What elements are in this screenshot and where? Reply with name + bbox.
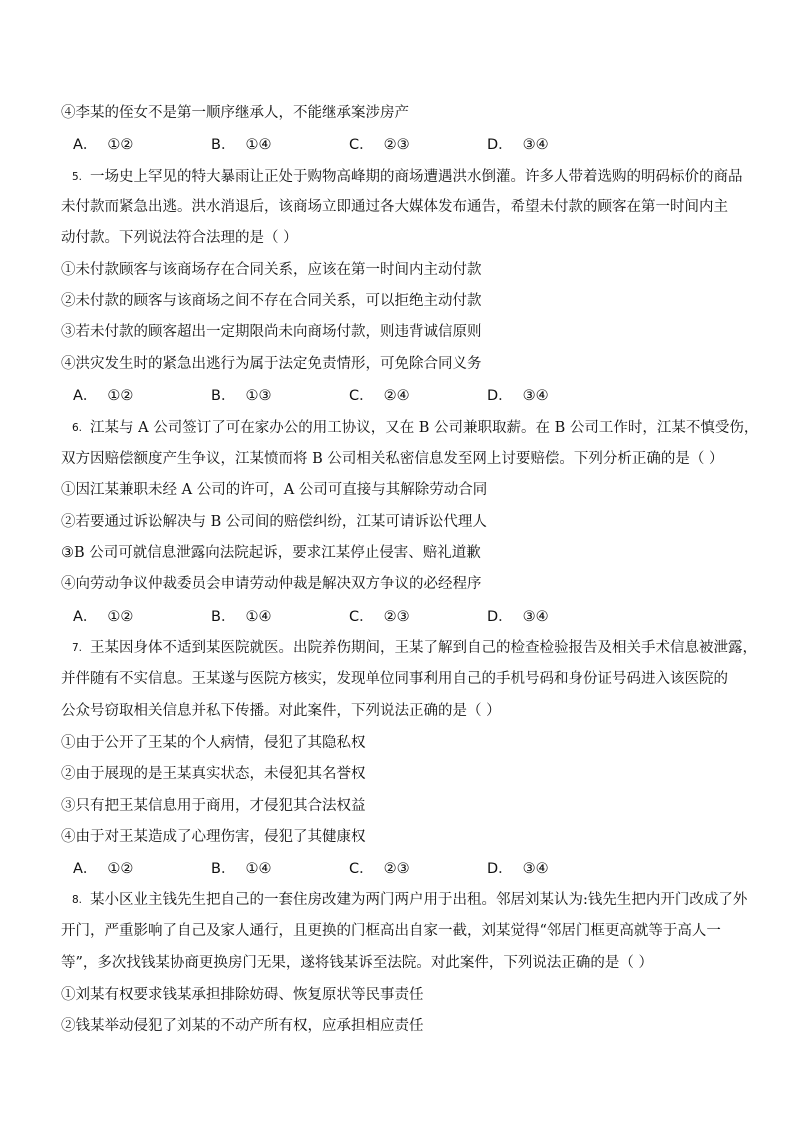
q8-stem-line-1: 某小区业主钱先生把自己的一套住房改建为两门两户用于出租。邻居刘某认为:钱先生把内开门改成了外 (90, 892, 748, 908)
q8-number: 8. (72, 894, 83, 906)
q7-choice-a: A． ①② (73, 861, 134, 877)
q6-choice-b: B． ①④ (211, 609, 272, 625)
q5-option-2: ②未付款的顾客与该商场之间不存在合同关系，可以拒绝主动付款 (61, 293, 482, 309)
q4-choice-d: D． ③④ (487, 137, 549, 153)
q8-stem-line-2: 开门，严重影响了自己及家人通行，且更换的门框高出自家一截，刘某觉得“邻居门框更高就等于高人一 (61, 923, 721, 939)
q4-choices (73, 133, 693, 153)
q5-choice-d: D． ③④ (487, 388, 549, 404)
q4-option-4: ④李某的侄女不是第一顺序继承人，不能继承案涉房产 (61, 105, 409, 121)
q8-stem-line-3: 等”，多次找钱某协商更换房门无果，遂将钱某诉至法院。对此案件，下列说法正确的是（ ） (61, 955, 654, 971)
q5-choices (73, 384, 693, 404)
q7-number: 7. (72, 642, 83, 654)
q6-option-4: ④向劳动争议仲裁委员会申请劳动仲裁是解决双方争议的必经程序 (61, 576, 482, 592)
q7-choice-c: C． ②③ (349, 861, 410, 877)
q4-choice-b: B． ①④ (211, 137, 272, 153)
q5-option-1: ①未付款顾客与该商场存在合同关系，应该在第一时间内主动付款 (61, 262, 482, 278)
q5-choice-a: A． ①② (73, 388, 134, 404)
q5-number: 5. (72, 171, 83, 183)
q5-stem-line-3: 动付款。下列说法符合法理的是（ ） (61, 230, 298, 246)
q7-option-3: ③只有把王某信息用于商用，才侵犯其合法权益 (61, 798, 366, 814)
q6-choice-c: C． ②③ (349, 609, 410, 625)
q8-option-2: ②钱某举动侵犯了刘某的不动产所有权，应承担相应责任 (61, 1018, 424, 1034)
q6-option-1: ①因江某兼职未经 A 公司的许可，A 公司可直接与其解除劳动合同 (61, 482, 488, 498)
q7-option-1: ①由于公开了王某的个人病情，侵犯了其隐私权 (61, 735, 366, 751)
q5-choice-c: C． ②④ (349, 388, 410, 404)
q5-option-4: ④洪灾发生时的紧急出逃行为属于法定免责情形，可免除合同义务 (61, 356, 482, 372)
q5-option-3: ③若未付款的顾客超出一定期限尚未向商场付款，则违背诚信原则 (61, 324, 482, 340)
q6-stem-line-2: 双方因赔偿额度产生争议，江某愤而将 B 公司相关私密信息发至网上讨要赔偿。下列分析正确的是（ ） (61, 451, 724, 467)
q4-choice-c: C． ②③ (349, 137, 410, 153)
q5-stem-line-2: 未付款而紧急出逃。洪水消退后，该商场立即通过各大媒体发布通告，希望未付款的顾客在第一时间内主 (61, 199, 728, 215)
q7-choice-b: B． ①④ (211, 861, 272, 877)
q7-choices (73, 857, 693, 877)
q5-choice-b: B． ①③ (211, 388, 272, 404)
q7-option-2: ②由于展现的是王某真实状态，未侵犯其名誉权 (61, 766, 366, 782)
q6-option-2: ②若要通过诉讼解决与 B 公司间的赔偿纠纷，江某可请诉讼代理人 (61, 514, 487, 530)
q7-option-4: ④由于对王某造成了心理伤害，侵犯了其健康权 (61, 829, 366, 845)
q7-stem-line-1: 王某因身体不适到某医院就医。出院养伤期间，王某了解到自己的检查检验报告及相关手术信息被泄露， (90, 640, 757, 656)
q6-choices (73, 605, 693, 625)
q4-choice-a: A． ①② (73, 137, 134, 153)
q6-stem-line-1: 江某与 A 公司签订了可在家办公的用工协议，又在 B 公司兼职取薪。在 B 公司工作时，江某不慎受伤， (90, 420, 759, 436)
q7-stem-line-2: 并伴随有不实信息。王某遂与医院方核实，发现单位同事利用自己的手机号码和身份证号码进入该医院的 (61, 671, 728, 687)
q6-number: 6. (72, 422, 83, 434)
q6-choice-a: A． ①② (73, 609, 134, 625)
q6-choice-d: D． ③④ (487, 609, 549, 625)
q5-stem-line-1: 一场史上罕见的特大暴雨让正处于购物高峰期的商场遭遇洪水倒灌。许多人带着选购的明码标价的商品 (90, 169, 743, 185)
q8-option-1: ①刘某有权要求钱某承担排除妨碍、恢复原状等民事责任 (61, 987, 424, 1003)
q7-stem-line-3: 公众号窃取相关信息并私下传播。对此案件，下列说法正确的是（ ） (61, 703, 501, 719)
q7-choice-d: D． ③④ (487, 861, 549, 877)
q6-option-3: ③B 公司可就信息泄露向法院起诉，要求江某停止侵害、赔礼道歉 (61, 545, 481, 561)
